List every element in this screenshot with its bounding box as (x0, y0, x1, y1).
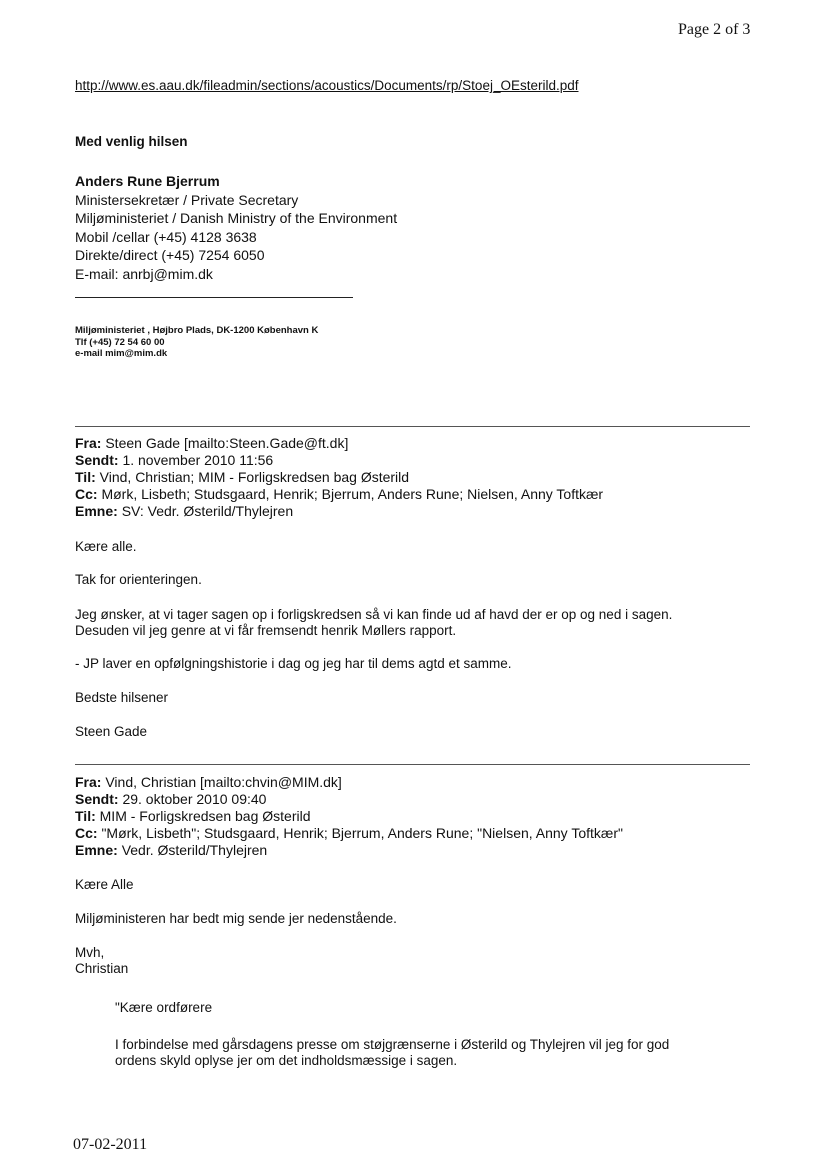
signature-email: E-mail: anrbj@mim.dk (75, 265, 213, 282)
email1-thanks: Tak for orienteringen. (75, 572, 202, 587)
signature-block (75, 172, 397, 283)
email1-salutation: Kære alle. (75, 539, 137, 554)
closing-greeting: Med venlig hilsen (75, 134, 188, 149)
email2-closing: Mvh, (75, 945, 105, 960)
address-email: e-mail mim@mim.dk (75, 348, 168, 359)
email2-subject: Emne: Vedr. Østerild/Thylejren (75, 842, 268, 858)
email1-regards: Bedste hilsener (75, 690, 169, 705)
email1-header (75, 435, 603, 520)
email2-salutation: Kære Alle (75, 877, 134, 892)
email2-to: Til: MIM - Forligskredsen bag Østerild (75, 808, 311, 824)
ministry-address (75, 325, 318, 360)
email2-sent: Sendt: 29. oktober 2010 09:40 (75, 791, 267, 807)
signature-divider (75, 297, 353, 298)
email2-header (75, 774, 623, 859)
email1-request: Jeg ønsker, at vi tager sagen op i forligskredsen så vi kan finde ud af havd der er op og ned i sagen. (75, 607, 673, 622)
signature-ministry: Miljøministeriet / Danish Ministry of the Environment (75, 210, 398, 226)
signature-name: Anders Rune Bjerrum (75, 173, 220, 189)
page-number: Page 2 of 3 (678, 21, 751, 38)
email1-cc: Cc: Mørk, Lisbeth; Studsgaard, Henrik; Bjerrum, Anders Rune; Nielsen, Anny Toftkær (75, 486, 604, 502)
email2-cc: Cc: "Mørk, Lisbeth"; Studsgaard, Henrik; Bjerrum, Anders Rune; "Nielsen, Anny Toftkær" (75, 825, 623, 841)
email2-sender-name: Christian (75, 961, 129, 976)
quoted-paragraph-line2: ordens skyld oplyse jer om det indholdsmæssige i sagen. (115, 1053, 458, 1068)
email1-from: Fra: Steen Gade [mailto:Steen.Gade@ft.dk] (75, 435, 349, 451)
email1-sent: Sendt: 1. november 2010 11:56 (75, 452, 274, 468)
pdf-link[interactable]: http://www.es.aau.dk/fileadmin/sections/acoustics/Documents/rp/Stoej_OEsterild.pdf (75, 78, 579, 93)
email-divider (75, 764, 750, 765)
email2-from: Fra: Vind, Christian [mailto:chvin@MIM.dk] (75, 774, 342, 790)
email1-subject: Emne: SV: Vedr. Østerild/Thylejren (75, 503, 294, 519)
address-line: Miljøministeriet , Højbro Plads, DK-1200 København K (75, 325, 319, 336)
signature-direct: Direkte/direct (+45) 7254 6050 (75, 247, 265, 263)
email2-intro: Miljøministeren har bedt mig sende jer nedenstående. (75, 911, 397, 926)
email1-report: Desuden vil jeg genre at vi får fremsendt henrik Møllers rapport. (75, 623, 457, 638)
quoted-salutation: "Kære ordførere (115, 1000, 213, 1015)
signature-title: Ministersekretær / Private Secretary (75, 191, 299, 208)
email-divider (75, 426, 750, 427)
email1-to: Til: Vind, Christian; MIM - Forligskredsen bag Østerild (75, 469, 410, 485)
signature-mobile: Mobil /cellar (+45) 4128 3638 (75, 228, 257, 245)
address-phone: Tlf (+45) 72 54 60 00 (75, 336, 165, 348)
quoted-paragraph-line1: I forbindelse med gårsdagens presse om støjgrænserne i Østerild og Thylejren vil jeg for god (115, 1037, 670, 1052)
email1-jp-note: - JP laver en opfølgningshistorie i dag og jeg har til dems agtd et samme. (75, 656, 512, 671)
footer-date: 07-02-2011 (73, 1136, 148, 1153)
email1-sender-name: Steen Gade (75, 724, 148, 739)
